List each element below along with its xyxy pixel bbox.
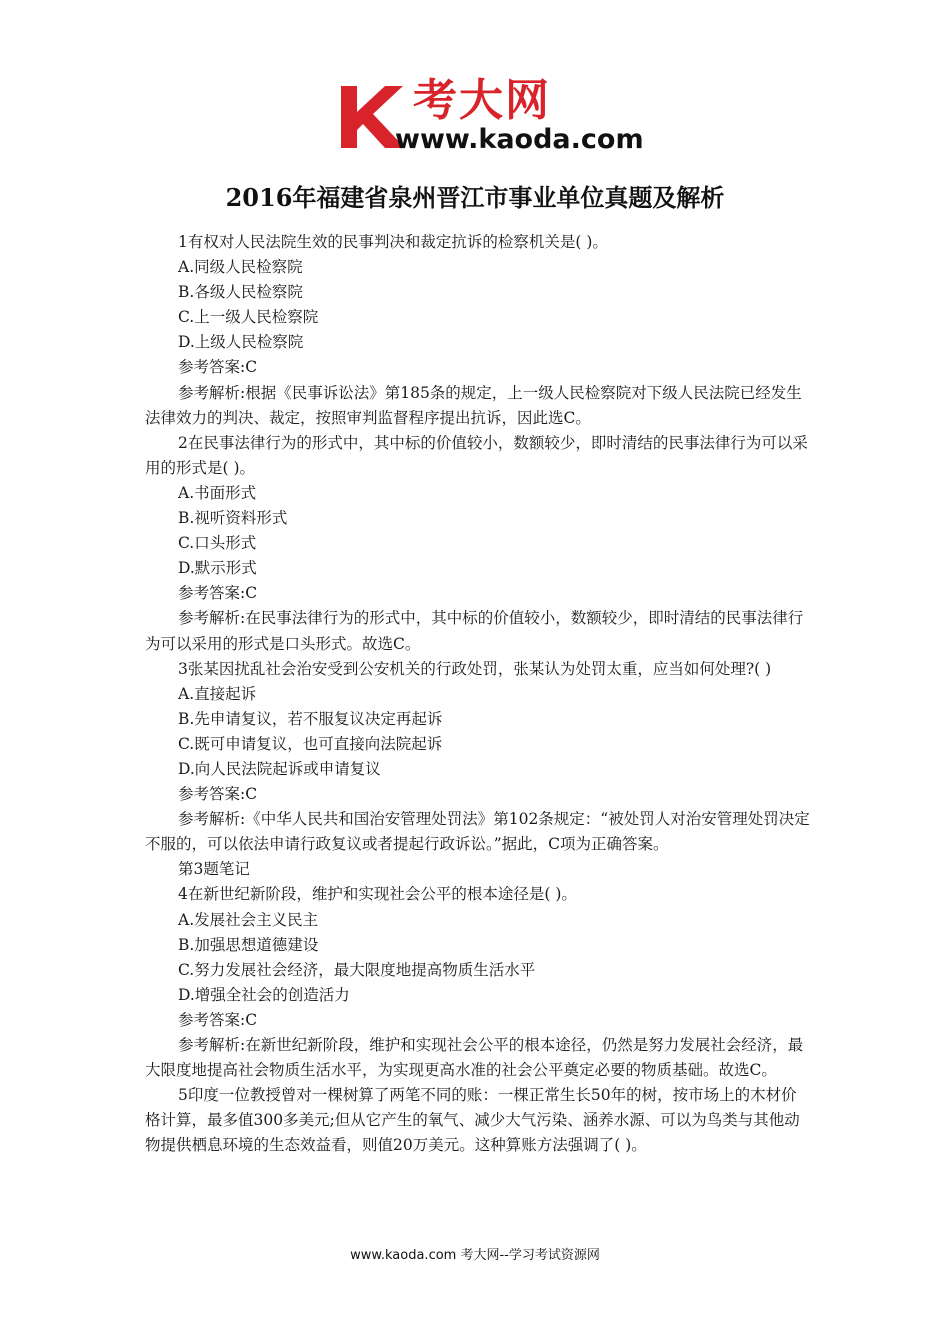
paragraph: 2在民事法律行为的形式中，其中标的价值较小，数额较少，即时清结的民事法律行为可以采用的形式是( )。 [145,433,808,477]
paragraph: 4在新世纪新阶段，维护和实现社会公平的根本途径是( )。 [178,885,577,904]
paragraph: C.上一级人民检察院 [178,308,319,327]
paragraph: B.各级人民检察院 [178,283,303,302]
paragraph: C.努力发展社会经济，最大限度地提高物质生活水平 [178,960,536,979]
document-body [145,230,810,1158]
paragraph: C.口头形式 [178,534,257,553]
paragraph: 参考解析:在民事法律行为的形式中，其中标的价值较小，数额较少，即时清结的民事法律行为可以采用的形式是口头形式。故选C。 [145,609,804,653]
paragraph: 参考答案:C [178,358,258,377]
paragraph: D.上级人民检察院 [178,333,304,352]
logo-url: www.kaoda.com [395,124,644,155]
paragraph: A.发展社会主义民主 [178,910,319,929]
logo-brand-name: 考大网 [413,75,551,126]
paragraph: B.加强思想道德建设 [178,935,319,954]
paragraph: B.视听资料形式 [178,509,288,528]
paragraph: 3张某因扰乱社会治安受到公安机关的行政处罚，张某认为处罚太重，应当如何处理?( ) [178,659,772,678]
paragraph: A.直接起诉 [178,684,257,703]
paragraph: A.书面形式 [178,483,257,502]
paragraph: 参考答案:C [178,584,258,603]
document-title: 2016年福建省泉州晋江市事业单位真题及解析 [225,183,725,212]
paragraph: 参考解析:《中华人民共和国治安管理处罚法》第102条规定：“被处罚人对治安管理处罚决定不服的，可以依法申请行政复议或者提起行政诉讼。”据此，C项为正确答案。 [145,810,810,854]
kaoda-logo [333,74,663,160]
paragraph: 参考答案:C [178,785,258,804]
paragraph: C.既可申请复议，也可直接向法院起诉 [178,734,443,753]
paragraph: A.同级人民检察院 [178,258,303,277]
paragraph: 第3题笔记 [178,860,250,879]
paragraph: D.默示形式 [178,559,257,578]
page-footer: www.kaoda.com 考大网--学习考试资源网 [350,1248,600,1263]
paragraph: 参考解析:在新世纪新阶段，维护和实现社会公平的根本途径，仍然是努力发展社会经济，最大限度地提高社会物质生活水平，为实现更高水准的社会公平奠定必要的物质基础。故选C。 [145,1036,804,1080]
paragraph: B.先申请复议，若不服复议决定再起诉 [178,709,443,728]
paragraph: 1有权对人民法院生效的民事判决和裁定抗诉的检察机关是( )。 [178,233,608,251]
paragraph: D.增强全社会的创造活力 [178,985,350,1004]
paragraph: 参考解析:根据《民事诉讼法》第185条的规定，上一级人民检察院对下级人民法院已经发生法律效力的判决、裁定，按照审判监督程序提出抗诉，因此选C。 [145,383,802,427]
paragraph: D.向人民法院起诉或申请复议 [178,759,381,778]
paragraph: 参考答案:C [178,1010,258,1029]
paragraph: 5印度一位教授曾对一棵树算了两笔不同的账：一棵正常生长50年的树，按市场上的木材价格计算，最多值300多美元;但从它产生的氧气、减少大气污染、涵养水源、可以为鸟类与其他动物提供栖息环境的生态效益看，则值20万美元。这种算账方法强调了( )。 [145,1086,800,1155]
